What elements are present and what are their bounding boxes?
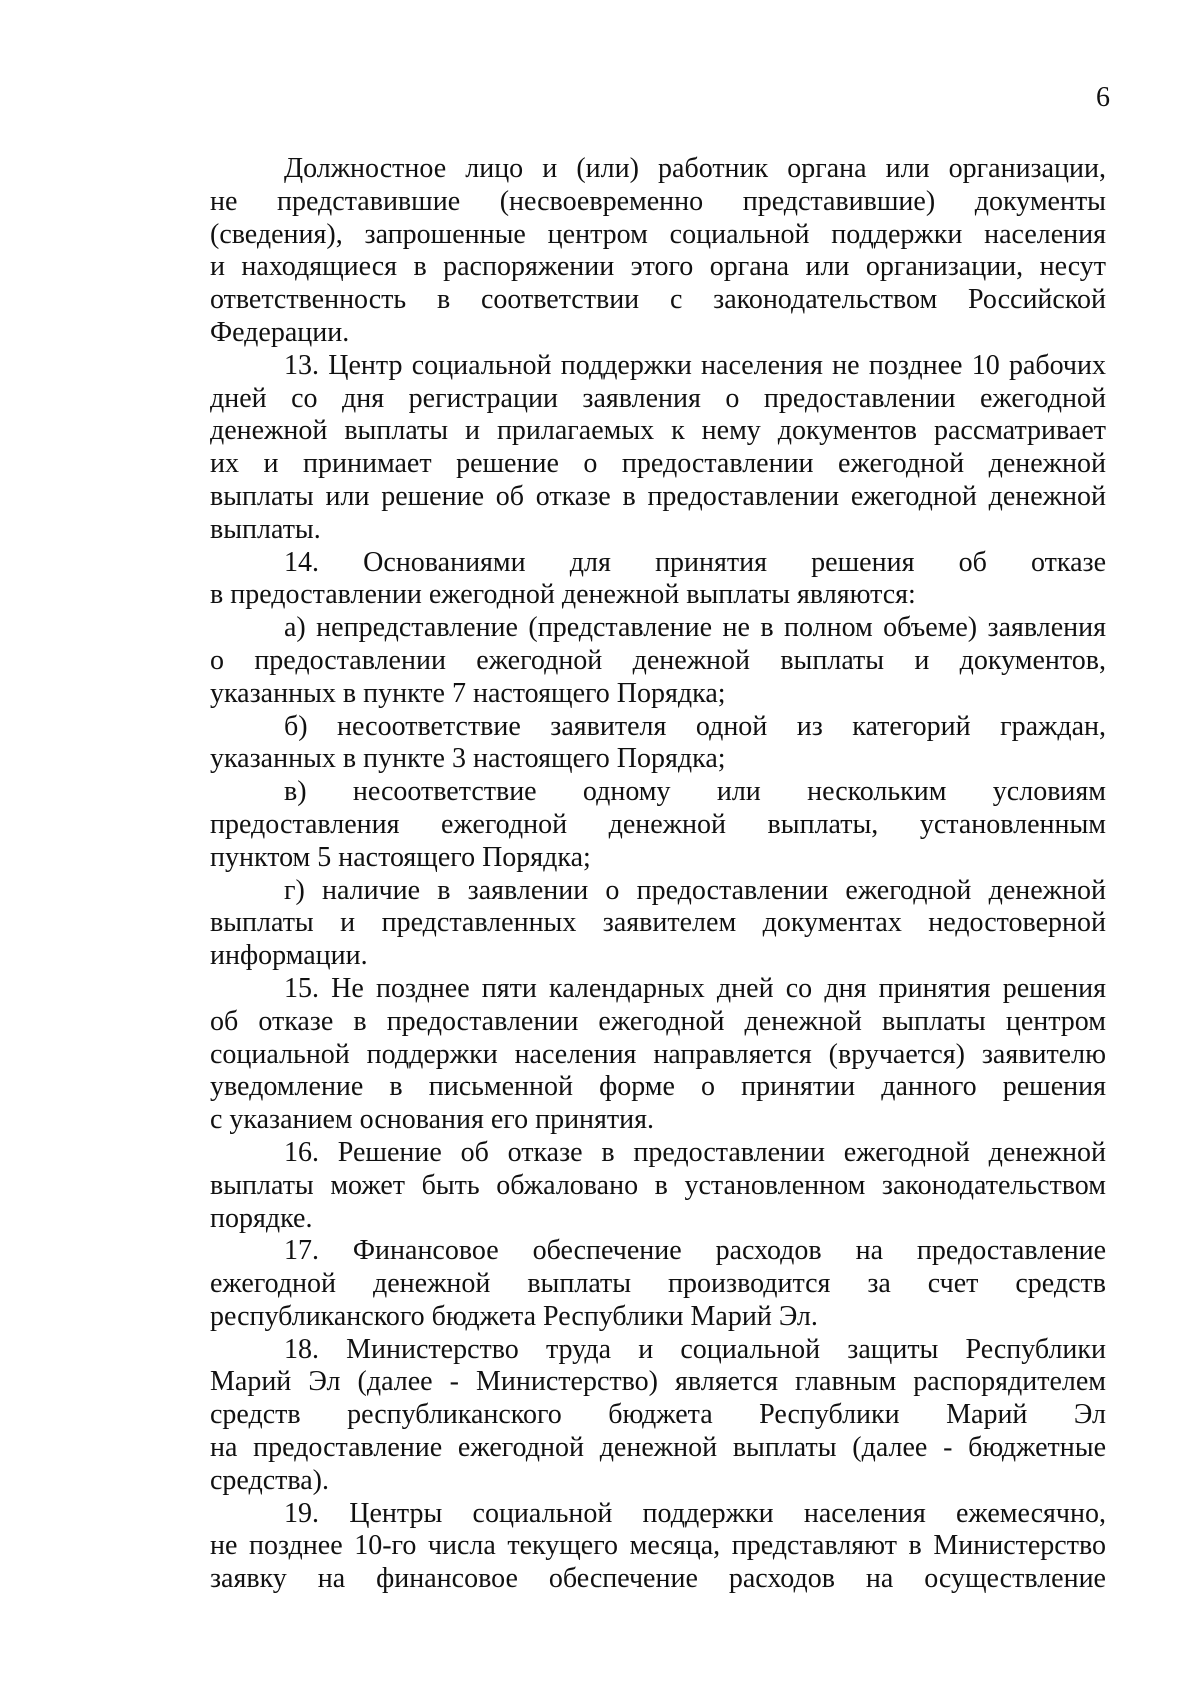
page-number: 6 <box>1096 82 1110 113</box>
text-line: информации. <box>210 940 368 972</box>
text-line: Федерации. <box>210 316 350 348</box>
text-line: 17. Финансовое обеспечение расходов на предоставление <box>284 1235 1106 1267</box>
text-line: указанных в пункте 3 настоящего Порядка; <box>210 743 726 775</box>
text-line: указанных в пункте 7 настоящего Порядка; <box>210 677 726 709</box>
text-line: на предоставление ежегодной денежной выплаты (далее - бюджетные <box>210 1432 1106 1464</box>
text-line: республиканского бюджета Республики Марий Эл. <box>210 1300 818 1332</box>
text-line: Должностное лицо и (или) работник органа или организации, <box>284 153 1106 184</box>
text-line: пунктом 5 настоящего Порядка; <box>210 841 591 873</box>
text-line: выплаты может быть обжаловано в установленном законодательством <box>210 1169 1106 1201</box>
text-line: денежной выплаты и прилагаемых к нему документов рассматривает <box>210 415 1106 447</box>
text-line: заявку на финансовое обеспечение расходов на осуществление <box>210 1563 1106 1595</box>
text-line: 18. Министерство труда и социальной защиты Республики <box>284 1333 1106 1365</box>
text-line: социальной поддержки населения направляется (вручается) заявителю <box>210 1038 1106 1070</box>
text-line: не позднее 10-го числа текущего месяца, представляют в Министерство <box>210 1530 1106 1562</box>
document-body <box>210 153 1106 1596</box>
text-line: 19. Центры социальной поддержки населения ежемесячно, <box>284 1497 1106 1529</box>
text-line: 16. Решение об отказе в предоставлении ежегодной денежной <box>284 1136 1106 1168</box>
text-line: ежегодной денежной выплаты производится за счет средств <box>210 1268 1106 1300</box>
text-line: дней со дня регистрации заявления о предоставлении ежегодной <box>210 382 1106 414</box>
text-line: и находящиеся в распоряжении этого органа или организации, несут <box>210 251 1106 283</box>
text-line: о предоставлении ежегодной денежной выплаты и документов, <box>210 644 1106 676</box>
text-line: выплаты и представленных заявителем документах недостоверной <box>210 907 1106 939</box>
text-line: средств республиканского бюджета Республики Марий Эл <box>210 1399 1106 1431</box>
text-line: с указанием основания его принятия. <box>210 1104 655 1136</box>
text-line: уведомление в письменной форме о принятии данного решения <box>210 1071 1106 1103</box>
text-line: в предоставлении ежегодной денежной выплаты являются: <box>210 579 916 611</box>
text-line: 15. Не позднее пяти календарных дней со дня принятия решения <box>284 972 1106 1004</box>
text-line: выплаты или решение об отказе в предоставлении ежегодной денежной <box>210 480 1106 512</box>
text-line: г) наличие в заявлении о предоставлении ежегодной денежной <box>284 874 1106 906</box>
text-line: не представившие (несвоевременно представившие) документы <box>210 185 1106 217</box>
text-line: ответственность в соответствии с законодательством Российской <box>210 284 1106 316</box>
text-line: 13. Центр социальной поддержки населения не позднее 10 рабочих <box>284 349 1106 381</box>
text-line: порядке. <box>210 1202 313 1234</box>
text-line: выплаты. <box>210 513 321 545</box>
text-line: предоставления ежегодной денежной выплаты, установленным <box>210 808 1106 840</box>
text-line: 14. Основаниями для принятия решения об отказе <box>284 546 1106 578</box>
text-line: средства). <box>210 1464 329 1496</box>
text-line: Марий Эл (далее - Министерство) является главным распорядителем <box>210 1366 1106 1398</box>
text-line: (сведения), запрошенные центром социальной поддержки населения <box>210 218 1106 250</box>
text-line: а) непредставление (представление не в полном объеме) заявления <box>284 612 1106 644</box>
text-line: об отказе в предоставлении ежегодной денежной выплаты центром <box>210 1005 1106 1037</box>
text-line: б) несоответствие заявителя одной из категорий граждан, <box>284 710 1106 742</box>
text-line: в) несоответствие одному или нескольким условиям <box>284 776 1106 808</box>
text-line: их и принимает решение о предоставлении ежегодной денежной <box>210 448 1106 480</box>
